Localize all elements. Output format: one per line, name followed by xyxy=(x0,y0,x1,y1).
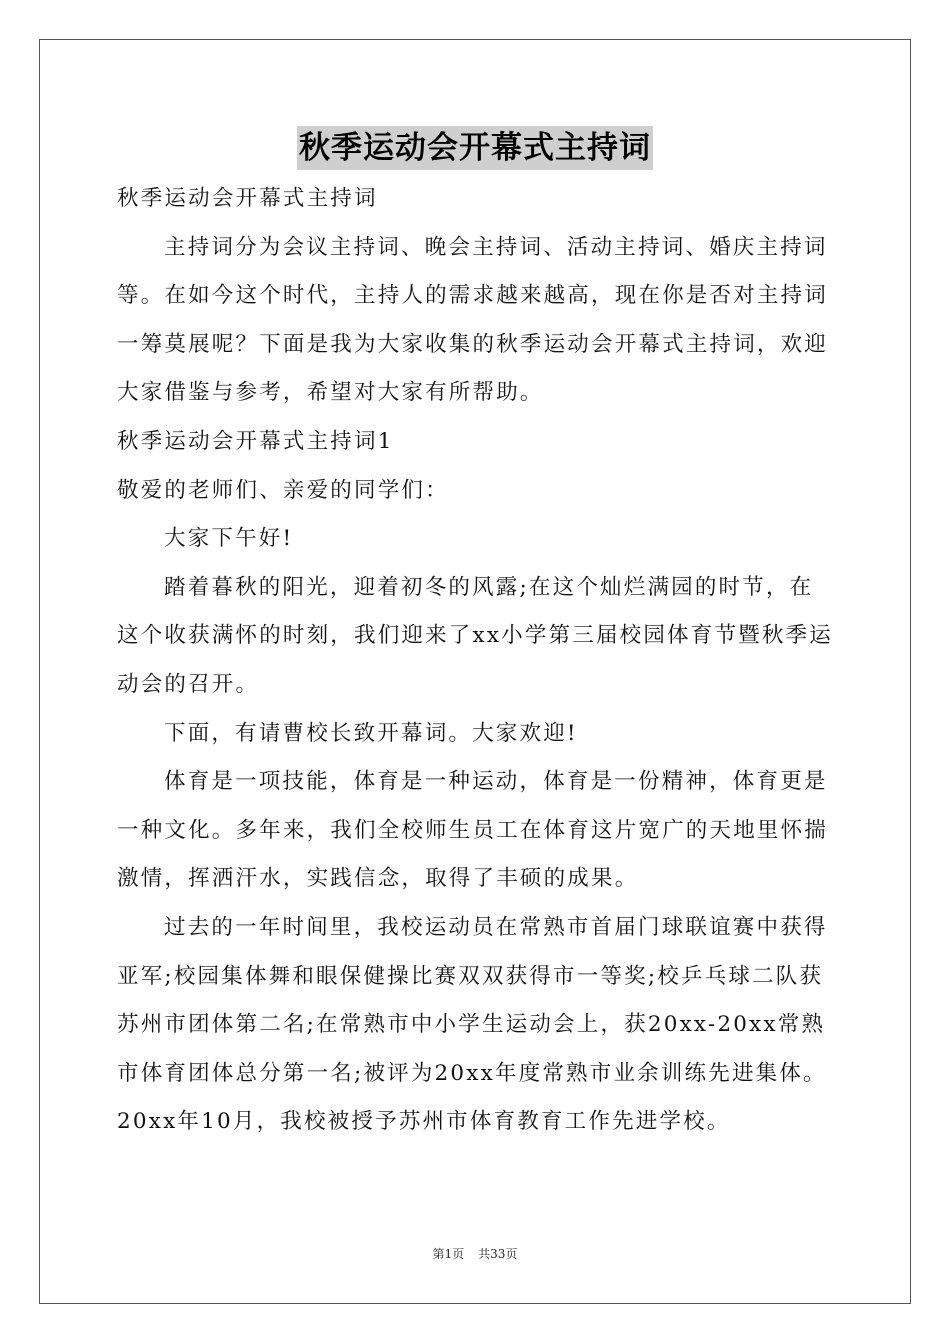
title-container xyxy=(0,126,950,170)
intro-paragraph: 主持词分为会议主持词、晚会主持词、活动主持词、婚庆主持词等。在如今这个时代，主持人的需求越来越高，现在你是否对主持词一筹莫展呢？下面是我为大家收集的秋季运动会开幕式主持词，欢迎大家借鉴与参考，希望对大家有所帮助。 xyxy=(117,234,829,406)
page-footer xyxy=(0,1245,950,1262)
section-heading: 秋季运动会开幕式主持词1 xyxy=(117,428,394,454)
page-number: 第1页 xyxy=(432,1247,465,1261)
opening-paragraph: 踏着暮秋的阳光，迎着初冬的风露;在这个灿烂满园的时节，在这个收获满怀的时刻，我们迎来了xx小学第三届校园体育节暨秋季运动会的召开。 xyxy=(117,574,833,697)
document-title: 秋季运动会开幕式主持词 xyxy=(297,126,653,170)
salutation: 敬爱的老师们、亲爱的同学们： xyxy=(117,477,449,503)
invitation-paragraph: 下面，有请曹校长致开幕词。大家欢迎! xyxy=(164,720,578,746)
greeting: 大家下午好! xyxy=(164,526,294,552)
achievements-paragraph: 过去的一年时间里，我校运动员在常熟市首届门球联谊赛中获得亚军;校园集体舞和眼保健操比赛双双获得市一等奖;校乒乓球二队获苏州市团体第二名;在常熟市中小学生运动会上，获20xx-20xx常熟市体育团体总分第一名;被评为20xx年度常熟市业余训练先进集体。20xx年10月，我校被授予苏州市体育教育工作先进学校。 xyxy=(117,914,828,1135)
page-total: 共33页 xyxy=(478,1247,518,1261)
subtitle-line: 秋季运动会开幕式主持词 xyxy=(117,186,378,211)
sports-paragraph: 体育是一项技能，体育是一种运动，体育是一份精神，体育更是一种文化。多年来，我们全校师生员工在体育这片宽广的天地里怀揣激情，挥洒汗水，实践信念，取得了丰硕的成果。 xyxy=(117,769,829,892)
document-body xyxy=(117,175,837,1147)
